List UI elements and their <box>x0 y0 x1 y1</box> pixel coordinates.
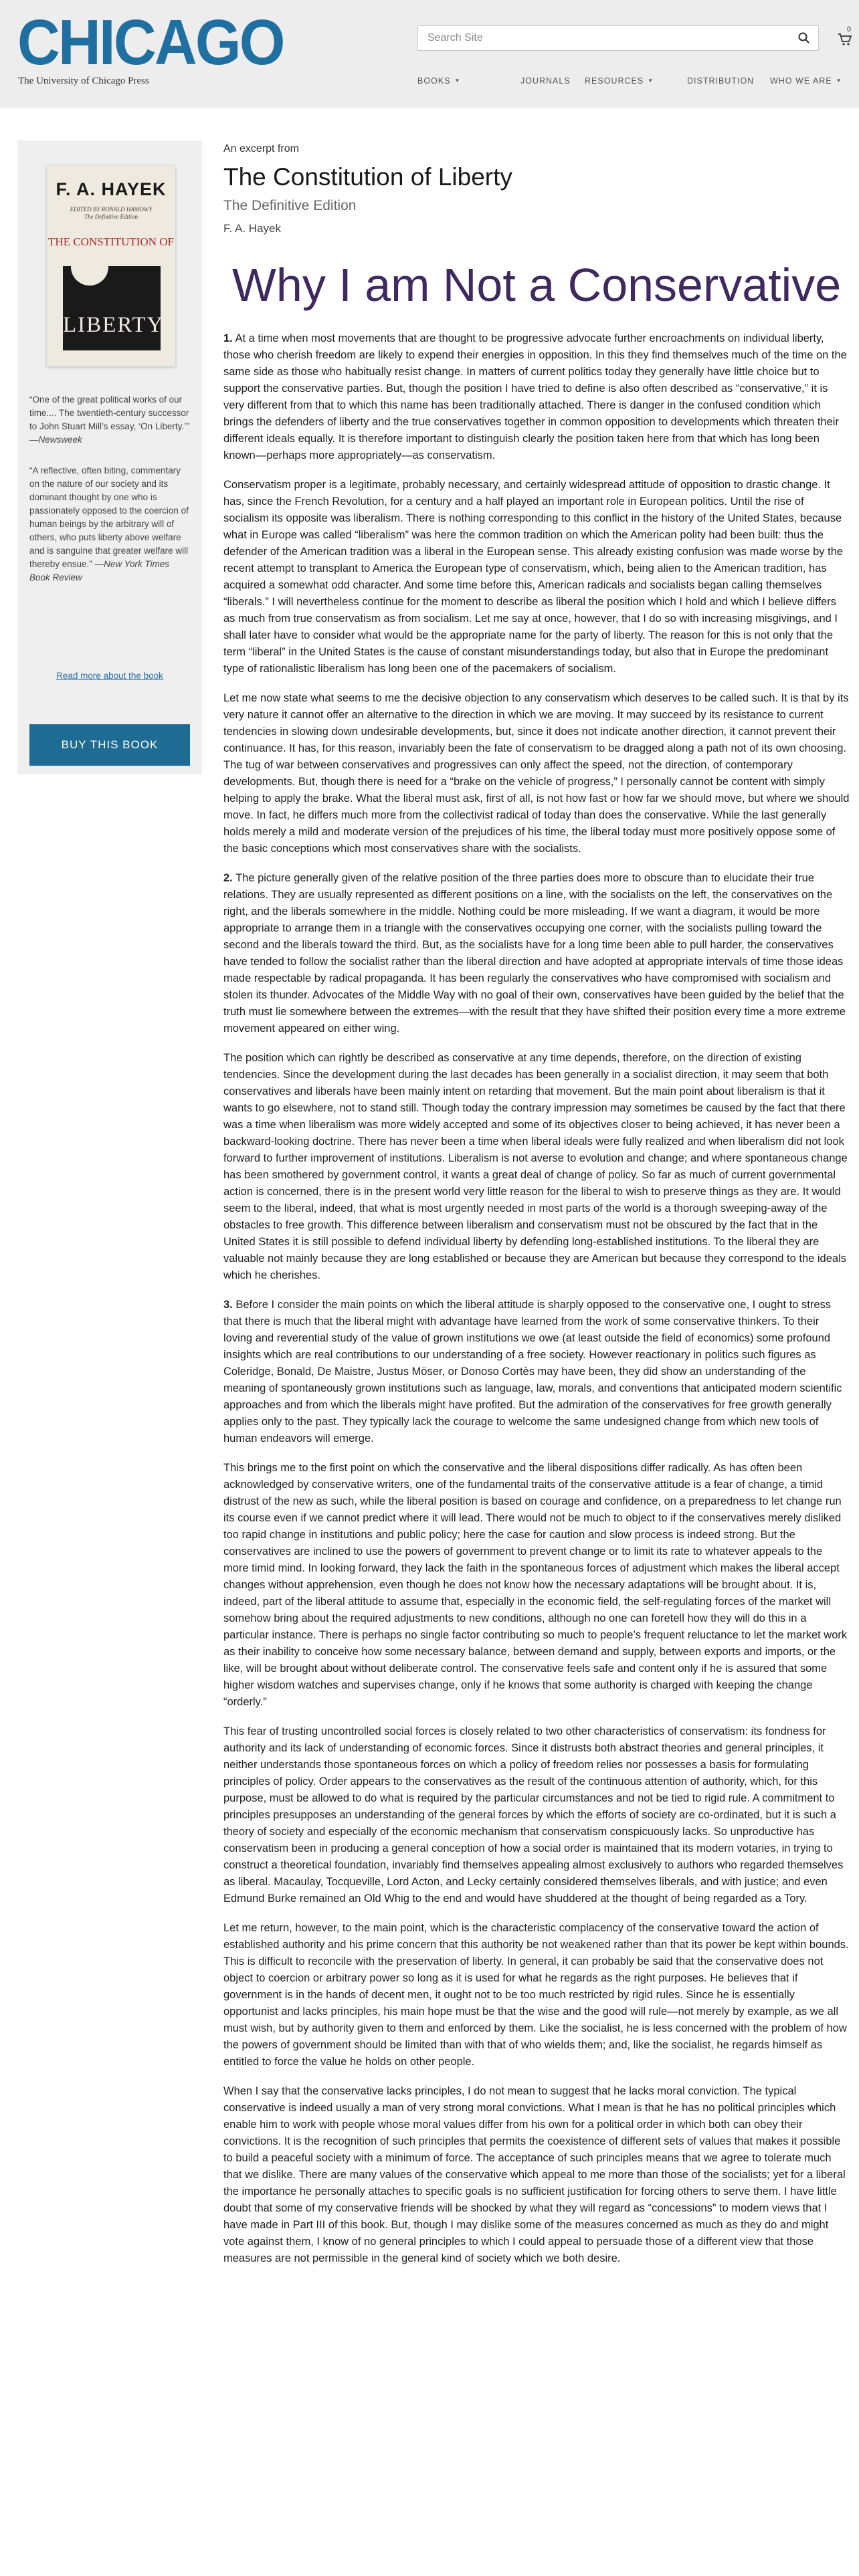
chicago-logo[interactable]: CHICAGO <box>17 7 284 78</box>
search-input[interactable] <box>418 26 793 50</box>
review-quote: “One of the great political works of our time.... The twentieth-century successor to John Stuart Mill’s essay, ‘On Liberty.’” —Newsweek <box>29 395 189 445</box>
book-sidebar <box>17 140 202 774</box>
cover-title-bottom: LIBERTY <box>63 313 165 337</box>
section-number: 2. <box>223 872 233 884</box>
nav-books[interactable]: BOOKS ▼ <box>417 76 461 86</box>
nav-who-we-are[interactable]: WHO WE ARE ▼ <box>770 76 842 86</box>
book-title: The Constitution of Liberty <box>223 163 512 191</box>
caret-down-icon: ▼ <box>454 78 461 84</box>
nav-journals[interactable]: JOURNALS <box>520 76 571 86</box>
cover-author: F. A. HAYEK <box>56 179 167 199</box>
cover-title-top: THE CONSTITUTION OF <box>48 235 174 248</box>
excerpt-paragraph: This brings me to the first point on which the conservative and the liberal dispositions differ radically. As has often been acknowledged by conservative writers, one of the fundamental traits of the conservative attitude is a fear of change, a timid distrust of the new as such, while the liberal position is based on courage and confidence, on a preparedness to let change run its course even if we cannot predict where it will lead. There would not be much to object to if the conservatives merely disliked too rapid change in institutions and public policy; here the case for caution and slow process is indeed strong. But the conservatives are inclined to use the powers of government to prevent change or to limit its rate to whatever appeals to the more timid mind. In looking forward, they lack the faith in the spontaneous forces of adjustment which makes the liberal accept changes without apprehension, even though he does not know how the necessary adaptations will be brought about. It is, indeed, part of the liberal attitude to assume that, especially in the economic field, the self-regulating forces of the market will somehow bring about the required adjustments to new conditions, although no one can foretell how they will do this in a particular instance. There is perhaps no single factor contributing so much to people’s frequent reluctance to let the market work as their inability to conceive how some necessary balance, between demand and supply, between exports and imports, or the like, will be brought about without deliberate control. The conservative feels safe and content only if he is assured that some higher wisdom watches and supervises change, only if he knows that some authority is charged with keeping the change “orderly.” <box>223 1462 848 1708</box>
section-number: 1. <box>223 332 233 344</box>
excerpt-label: An excerpt from <box>223 143 299 154</box>
book-author: F. A. Hayek <box>223 222 281 235</box>
cart-count: 0 <box>847 25 852 33</box>
excerpt-paragraph: 1. At a time when most movements that are thought to be progressive advocate further encroachments on individual liberty, those who cherish freedom are likely to expend their energies in opposition. In this they find themselves much of the time on the same side as those who habitually resist change. In matters of current politics today they generally have little choice but to support the conservative parties. But, though the position I have tried to define is also often described as “conservative,” it is very different from that to which this name has been traditionally attached. There is danger in the confused condition which brings the defenders of liberty and the true conservatives together in common opposition to developments which threaten their different ideals equally. It is therefore important to distinguish clearly the position taken here from that which has long been known—perhaps more appropriately—as conservatism. <box>223 332 847 461</box>
excerpt-paragraph: Let me return, however, to the main point, which is the characteristic complacency of the conservative toward the action of established authority and his prime concern that this authority be not weakened rather than that its power be kept within bounds. This is difficult to reconcile with the preservation of liberty. In general, it can probably be said that the conservative does not object to coercion or arbitrary power so long as it is used for what he regards as the right purposes. He believes that if government is in the hands of decent men, it ought not to be too much restricted by rigid rules. Since he is essentially opportunist and lacks principles, his main hope must be that the wise and the good will rule—not merely by example, as we all must wish, but by authority given to them and enforced by them. Like the socialist, he is less concerned with the problem of how the powers of government should be limited than with that of who wields them; and, like the socialist, he regards himself as entitled to force the value he holds on other people. <box>223 1922 849 2068</box>
site-header <box>0 0 859 108</box>
search-icon[interactable] <box>797 31 812 45</box>
section-number: 3. <box>223 1299 233 1311</box>
excerpt-paragraph: 2. The picture generally given of the relative position of the three parties does more to obscure than to elucidate their true relations. They are usually represented as different positions on a line, with the socialists on the left, the conservatives on the right, and the liberals somewhere in the middle. Nothing could be more misleading. If we want a diagram, it would be more appropriate to arrange them in a triangle with the conservatives occupying one corner, with the socialists pulling toward the second and the liberals toward the third. But, as the socialists have for a long time been able to pull harder, the conservatives have tended to follow the socialist rather than the liberal direction and have adopted at appropriate intervals of time those ideas made respectable by radical propaganda. It has been regularly the conservatives who have compromised with socialism and stolen its thunder. Advocates of the Middle Way with no goal of their own, conservatives have been guided by the belief that the truth must lie somewhere between the extremes—with the result that they have shifted their position every time a more extreme movement appeared on either wing. <box>223 872 846 1035</box>
search-box <box>417 25 819 51</box>
chapter-title: Why I am Not a Conservative <box>231 259 842 311</box>
press-tagline: The University of Chicago Press <box>18 76 149 86</box>
excerpt-paragraph: Conservatism proper is a legitimate, probably necessary, and certainly widespread attitude of opposition to drastic change. It has, since the French Revolution, for a century and a half played an important role in European politics. Until the rise of socialism its opposite was liberalism. There is nothing corresponding to this conflict in the history of the United States, because what in Europe was called “liberalism” was here the common tradition on which the American polity had been built: thus the defender of the American tradition was a liberal in the European sense. This already existing confusion was made worse by the recent attempt to transplant to America the European type of conservatism, which, being alien to the American tradition, has acquired a somewhat odd character. And some time before this, American radicals and socialists began calling themselves “liberals.” I will nevertheless continue for the moment to describe as liberal the position which I hold and which I believe differs as much from true conservatism as from socialism. Let me say at once, however, that I do so with increasing misgivings, and I shall later have to consider what would be the appropriate name for the party of liberty. The reason for this is not only that the term “liberal” in the United States is the cause of constant misunderstandings today, but also that in Europe the predominant type of rationalistic liberalism has long been one of the pacemakers of socialism. <box>223 479 844 675</box>
buy-book-button[interactable]: BUY THIS BOOK <box>29 724 190 766</box>
nav-resources[interactable]: RESOURCES ▼ <box>585 76 654 86</box>
book-edition: The Definitive Edition <box>223 198 357 213</box>
excerpt-paragraph: 3. Before I consider the main points on which the liberal attitude is sharply opposed to the conservative one, I ought to stress that there is much that the liberal might with advantage have learned from the work of some conservative thinkers. To their loving and reverential study of the value of grown institutions we owe (at least outside the field of economics) some profound insights which are real contributions to our understanding of a free society. However reactionary in politics such figures as Coleridge, Bonald, De Maistre, Justus Möser, or Donoso Cortès may have been, they did show an understanding of the meaning of spontaneously grown institutions such as language, law, morals, and conventions that anticipated modern scientific approaches and from which the liberals might have profited. But the admiration of the conservatives for free growth generally applies only to the past. They typically lack the courage to welcome the same undesigned change from which new tools of human endeavors will emerge. <box>223 1299 842 1444</box>
excerpt-paragraph: When I say that the conservative lacks principles, I do not mean to suggest that he lacks moral conviction. The typical conservative is indeed usually a man of very strong moral convictions. What I mean is that he has no political principles which enable him to work with people whose moral values differ from his own for a political order in which both can obey their convictions. It is the recognition of such principles that permits the coexistence of different sets of values that makes it possible to build a peaceful society with a minimum of force. The acceptance of such principles means that we agree to tolerate much that we dislike. There are many values of the conservative which appeal to me more than those of the socialists; yet for a liberal the importance he personally attaches to specific goals is no sufficient justification for forcing others to serve them. I have little doubt that some of my conservative friends will be shocked by what they will regard as “concessions” to modern views that I have made in Part III of this book. But, though I may dislike some of the measures concerned as much as they do and might vote against them, I know of no general principles to which I could appeal to persuade those of a different view that those measures are not permissible in the general kind of society which we both desire. <box>223 2085 846 2264</box>
excerpt-body <box>223 330 850 2280</box>
caret-down-icon: ▼ <box>648 78 654 84</box>
excerpt-paragraph: Let me now state what seems to me the decisive objection to any conservatism which deserves to be called such. It is that by its very nature it cannot offer an alternative to the direction in which we are moving. It may succeed by its resistance to current tendencies in slowing down undesirable developments, but, since it does not indicate another direction, it cannot prevent their continuance. It has, for this reason, invariably been the fate of conservatism to be dragged along a path not of its own choosing. The tug of war between conservatives and progressives can only affect the speed, not the direction, of contemporary developments. But, though there is need for a “brake on the vehicle of progress,” I personally cannot be content with simply helping to apply the brake. What the liberal must ask, first of all, is not how fast or how far we should move, but where we should move. In fact, he differs much more from the collectivist radical of today than does the conservative. While the last generally holds merely a mild and moderate version of the prejudices of his time, the liberal today must more positively oppose some of the basic conceptions which most conservatives share with the socialists. <box>223 692 850 855</box>
nav-distribution[interactable]: DISTRIBUTION <box>687 76 755 86</box>
cover-edition: EDITED BY RONALD HAMOWY The Definitive Edition <box>70 206 153 220</box>
review-quote: “A reflective, often biting, commentary on the nature of our society and its dominant thought by one who is passionately opposed to the coercion of human beings by the arbitrary will of others, who puts liberty above welfare and is sanguine that greater welfare will thereby ensue.” —New York Times Book Review <box>29 465 189 582</box>
book-cover[interactable] <box>47 166 175 366</box>
excerpt-paragraph: The position which can rightly be described as conservative at any time depends, therefore, on the direction of existing tendencies. Since the development during the last decades has been generally in a socialist direction, it may seem that both conservatives and liberals have been mainly intent on retarding that movement. But the main point about liberalism is that it wants to go elsewhere, not to stand still. Though today the contrary impression may sometimes be caused by the fact that there was a time when liberalism was more widely accepted and some of its objectives closer to being achieved, it has never been a backward-looking doctrine. There has never been a time when liberal ideals were fully realized and when liberalism did not look forward to further improvement of institutions. Liberalism is not averse to evolution and change; and where spontaneous change has been smothered by government control, it wants a great deal of change of policy. So far as much of current governmental action is concerned, there is in the present world very little reason for the liberal to wish to preserve things as they are. It would seem to the liberal, indeed, that what is most urgently needed in most parts of the world is a thorough sweeping-away of the obstacles to free growth. This difference between liberalism and conservatism must not be obscured by the fact that in the United States it is still possible to defend individual liberty by defending long-established institutions. To the liberal they are valuable not mainly because they are long established or because they are American but because they correspond to the ideals which he cherishes. <box>223 1052 848 1281</box>
cover-circle <box>71 248 108 286</box>
read-more-link[interactable]: Read more about the book <box>56 671 163 681</box>
caret-down-icon: ▼ <box>836 78 842 84</box>
cart-icon[interactable] <box>838 25 855 48</box>
excerpt-paragraph: This fear of trusting uncontrolled social forces is closely related to two other characteristics of conservatism: its fondness for authority and its lack of understanding of economic forces. Since it distrusts both abstract theories and general principles, it neither understands those spontaneous forces on which a policy of freedom relies nor possesses a basis for formulating principles of policy. Order appears to the conservatives as the result of the continuous attention of authority, which, for this purpose, must be allowed to do what is required by the particular circumstances and not be tied to rigid rule. A commitment to principles presupposes an understanding of the general forces by which the efforts of society are co-ordinated, but it is such a theory of society and especially of the economic mechanism that conservatism conspicuously lacks. So unproductive has conservatism been in producing a general conception of how a social order is maintained that its modern votaries, in trying to construct a theoretical foundation, invariably find themselves appealing almost exclusively to authors who regarded themselves as liberal. Macaulay, Tocqueville, Lord Acton, and Lecky certainly considered themselves liberals, and with justice; and even Edmund Burke remained an Old Whig to the end and would have shuddered at the thought of being regarded as a Tory. <box>223 1725 844 1905</box>
